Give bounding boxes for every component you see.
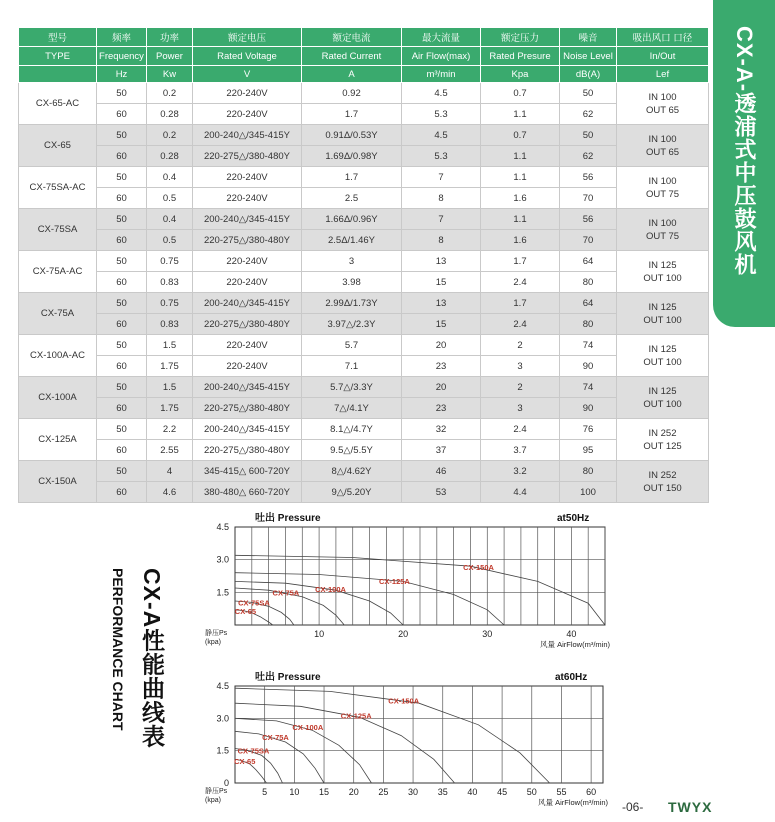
value-cell: 4 bbox=[147, 461, 193, 482]
value-cell: 50 bbox=[97, 461, 147, 482]
page-number: -06- bbox=[622, 800, 644, 814]
value-cell: 220-240V bbox=[193, 104, 302, 125]
inout-cell bbox=[617, 83, 709, 125]
value-cell: 0.2 bbox=[147, 83, 193, 104]
table-row bbox=[19, 398, 709, 419]
y-tick-label: 0 bbox=[223, 778, 229, 788]
value-cell: 220-240V bbox=[193, 83, 302, 104]
value-cell: 345-415△ 600-720Y bbox=[193, 461, 302, 482]
x-tick-label: 5 bbox=[262, 787, 268, 797]
table-row bbox=[19, 167, 709, 188]
value-cell: 64 bbox=[560, 293, 617, 314]
outlet-size: OUT 100 bbox=[643, 356, 682, 368]
value-cell: 8.1△/4.7Y bbox=[302, 419, 402, 440]
value-cell: 3.98 bbox=[302, 272, 402, 293]
table-row bbox=[19, 104, 709, 125]
chart-60hz bbox=[205, 657, 620, 817]
table-row bbox=[19, 188, 709, 209]
value-cell: 2.55 bbox=[147, 440, 193, 461]
header-cell: 型号 bbox=[19, 28, 97, 47]
value-cell: 8△/4.62Y bbox=[302, 461, 402, 482]
value-cell: 8 bbox=[402, 188, 481, 209]
header-row-units bbox=[19, 66, 709, 83]
header-cell: 额定电压 bbox=[193, 28, 302, 47]
table-row bbox=[19, 251, 709, 272]
header-cell: Rated Voltage bbox=[193, 47, 302, 66]
value-cell: 2.4 bbox=[481, 272, 560, 293]
value-cell: 7 bbox=[402, 167, 481, 188]
model-cell: CX-65-AC bbox=[19, 83, 97, 125]
header-cell: 频率 bbox=[97, 28, 147, 47]
header-cell: V bbox=[193, 66, 302, 83]
header-cell: Noise Level bbox=[560, 47, 617, 66]
inout-cell bbox=[617, 461, 709, 503]
outlet-size: OUT 100 bbox=[643, 398, 682, 410]
table-row bbox=[19, 419, 709, 440]
series-label: CX-65 bbox=[234, 756, 256, 766]
inlet-size: IN 252 bbox=[648, 469, 677, 481]
value-cell: 60 bbox=[97, 398, 147, 419]
value-cell: 0.83 bbox=[147, 314, 193, 335]
x-tick-label: 20 bbox=[398, 629, 409, 639]
outlet-size: OUT 100 bbox=[643, 272, 682, 284]
series-label: CX-75SA bbox=[237, 746, 270, 756]
value-cell: 74 bbox=[560, 377, 617, 398]
header-cell: 吸出风口 口径 bbox=[617, 28, 709, 47]
header-cell: Lef bbox=[617, 66, 709, 83]
header-cell: 额定压力 bbox=[481, 28, 560, 47]
chart-50hz-svg bbox=[205, 500, 625, 655]
value-cell: 0.75 bbox=[147, 293, 193, 314]
series-label: CX-100A bbox=[292, 723, 324, 733]
x-tick-label: 35 bbox=[437, 787, 448, 797]
table-row bbox=[19, 209, 709, 230]
value-cell: 23 bbox=[402, 398, 481, 419]
table-body bbox=[19, 83, 709, 503]
value-cell: 220-275△/380-480Y bbox=[193, 440, 302, 461]
outlet-size: OUT 150 bbox=[643, 482, 682, 494]
inlet-size: IN 125 bbox=[648, 343, 677, 355]
header-cell: Power bbox=[147, 47, 193, 66]
inlet-size: IN 125 bbox=[648, 301, 677, 313]
y-axis-label: 静压Ps bbox=[205, 630, 228, 637]
value-cell: 1.6 bbox=[481, 230, 560, 251]
series-label: CX-65 bbox=[234, 607, 257, 617]
inout-cell bbox=[617, 377, 709, 419]
value-cell: 220-240V bbox=[193, 167, 302, 188]
value-cell: 1.1 bbox=[481, 104, 560, 125]
x-axis-label: 风量 AirFlow(m³/min) bbox=[540, 640, 610, 649]
value-cell: 200-240△/345-415Y bbox=[193, 293, 302, 314]
value-cell: 0.2 bbox=[147, 125, 193, 146]
outlet-size: OUT 100 bbox=[643, 314, 682, 326]
value-cell: 220-240V bbox=[193, 356, 302, 377]
header-cell: Kw bbox=[147, 66, 193, 83]
value-cell: 56 bbox=[560, 167, 617, 188]
chart-title: 吐出 Pressure bbox=[255, 672, 321, 683]
value-cell: 8 bbox=[402, 230, 481, 251]
table-row bbox=[19, 83, 709, 104]
value-cell: 60 bbox=[97, 440, 147, 461]
model-cell: CX-125A bbox=[19, 419, 97, 461]
y-tick-label: 3.0 bbox=[216, 713, 229, 724]
value-cell: 60 bbox=[97, 104, 147, 125]
value-cell: 0.5 bbox=[147, 188, 193, 209]
inout-cell bbox=[617, 125, 709, 167]
model-cell: CX-65 bbox=[19, 125, 97, 167]
x-tick-label: 10 bbox=[314, 629, 325, 639]
value-cell: 3.7 bbox=[481, 440, 560, 461]
value-cell: 100 bbox=[560, 482, 617, 503]
chart-50hz bbox=[205, 500, 625, 655]
chart-60hz-svg bbox=[205, 657, 620, 817]
value-cell: 7 bbox=[402, 209, 481, 230]
value-cell: 5.3 bbox=[402, 104, 481, 125]
x-axis-label: 风量 AirFlow(m³/min) bbox=[538, 798, 608, 807]
value-cell: 50 bbox=[97, 419, 147, 440]
value-cell: 220-275△/380-480Y bbox=[193, 314, 302, 335]
y-tick-label: 3.0 bbox=[216, 554, 229, 565]
table-row bbox=[19, 440, 709, 461]
value-cell: 1.7 bbox=[302, 167, 402, 188]
table-row bbox=[19, 293, 709, 314]
value-cell: 62 bbox=[560, 104, 617, 125]
y-axis-label: (kpa) bbox=[205, 639, 221, 646]
value-cell: 80 bbox=[560, 272, 617, 293]
value-cell: 3.97△/2.3Y bbox=[302, 314, 402, 335]
value-cell: 1.66Δ/0.96Y bbox=[302, 209, 402, 230]
value-cell: 3.2 bbox=[481, 461, 560, 482]
inlet-size: IN 100 bbox=[648, 217, 677, 229]
series-label: CX-75SA bbox=[238, 598, 270, 608]
value-cell: 200-240△/345-415Y bbox=[193, 209, 302, 230]
value-cell: 80 bbox=[560, 461, 617, 482]
spec-table bbox=[18, 27, 709, 503]
performance-chart-title-cn: CX-A性能曲线表 bbox=[139, 568, 165, 749]
value-cell: 0.7 bbox=[481, 83, 560, 104]
value-cell: 90 bbox=[560, 356, 617, 377]
x-tick-label: 30 bbox=[482, 629, 493, 639]
value-cell: 60 bbox=[97, 272, 147, 293]
x-tick-label: 50 bbox=[526, 787, 537, 797]
model-cell: CX-75A bbox=[19, 293, 97, 335]
y-tick-label: 4.5 bbox=[216, 681, 229, 691]
y-tick-label: 4.5 bbox=[216, 522, 229, 532]
inout-cell bbox=[617, 251, 709, 293]
header-cell: 额定电流 bbox=[302, 28, 402, 47]
value-cell: 3 bbox=[481, 398, 560, 419]
series-label: CX-75A bbox=[262, 733, 289, 743]
value-cell: 20 bbox=[402, 377, 481, 398]
x-tick-label: 15 bbox=[319, 787, 330, 797]
value-cell: 50 bbox=[97, 125, 147, 146]
y-axis-label: 静压Ps bbox=[205, 788, 228, 795]
value-cell: 0.83 bbox=[147, 272, 193, 293]
header-cell bbox=[19, 66, 97, 83]
inlet-size: IN 125 bbox=[648, 259, 677, 271]
value-cell: 5.3 bbox=[402, 146, 481, 167]
value-cell: 1.1 bbox=[481, 167, 560, 188]
value-cell: 2.99Δ/1.73Y bbox=[302, 293, 402, 314]
value-cell: 2 bbox=[481, 335, 560, 356]
header-cell: In/Out bbox=[617, 47, 709, 66]
series-label: CX-125A bbox=[379, 576, 410, 586]
header-cell: Rated Presure bbox=[481, 47, 560, 66]
value-cell: 62 bbox=[560, 146, 617, 167]
x-tick-label: 20 bbox=[348, 787, 359, 797]
value-cell: 7△/4.1Y bbox=[302, 398, 402, 419]
value-cell: 220-275△/380-480Y bbox=[193, 146, 302, 167]
x-tick-label: 30 bbox=[408, 787, 419, 797]
value-cell: 2.5Δ/1.46Y bbox=[302, 230, 402, 251]
outlet-size: OUT 125 bbox=[643, 440, 682, 452]
value-cell: 220-240V bbox=[193, 188, 302, 209]
inlet-size: IN 100 bbox=[648, 91, 677, 103]
chart-subtitle: at60Hz bbox=[555, 672, 588, 683]
y-tick-label: 1.5 bbox=[216, 745, 229, 756]
value-cell: 220-240V bbox=[193, 251, 302, 272]
value-cell: 37 bbox=[402, 440, 481, 461]
value-cell: 4.4 bbox=[481, 482, 560, 503]
inlet-size: IN 100 bbox=[648, 175, 677, 187]
value-cell: 15 bbox=[402, 272, 481, 293]
value-cell: 5.7 bbox=[302, 335, 402, 356]
value-cell: 1.6 bbox=[481, 188, 560, 209]
value-cell: 4.5 bbox=[402, 83, 481, 104]
value-cell: 50 bbox=[97, 209, 147, 230]
side-tab-title: CX-A-透浦式中压鼓风机 bbox=[732, 26, 757, 277]
series-label: CX-75A bbox=[272, 588, 300, 598]
header-cell: Kpa bbox=[481, 66, 560, 83]
value-cell: 70 bbox=[560, 230, 617, 251]
value-cell: 60 bbox=[97, 482, 147, 503]
chart-subtitle: at50Hz bbox=[557, 513, 590, 524]
y-tick-label: 1.5 bbox=[216, 587, 229, 598]
table-row bbox=[19, 461, 709, 482]
value-cell: 50 bbox=[560, 125, 617, 146]
series-label: CX-125A bbox=[340, 711, 372, 721]
value-cell: 0.7 bbox=[481, 125, 560, 146]
x-tick-label: 25 bbox=[378, 787, 389, 797]
value-cell: 0.91Δ/0.53Y bbox=[302, 125, 402, 146]
model-cell: CX-75SA-AC bbox=[19, 167, 97, 209]
value-cell: 15 bbox=[402, 314, 481, 335]
inout-cell bbox=[617, 209, 709, 251]
value-cell: 1.75 bbox=[147, 356, 193, 377]
value-cell: 50 bbox=[97, 293, 147, 314]
value-cell: 2.4 bbox=[481, 314, 560, 335]
value-cell: 60 bbox=[97, 314, 147, 335]
value-cell: 9△/5.20Y bbox=[302, 482, 402, 503]
performance-chart-title-en: PERFORMANCE CHART bbox=[110, 568, 126, 731]
value-cell: 2.2 bbox=[147, 419, 193, 440]
value-cell: 60 bbox=[97, 188, 147, 209]
header-cell: dB(A) bbox=[560, 66, 617, 83]
value-cell: 0.75 bbox=[147, 251, 193, 272]
model-cell: CX-75A-AC bbox=[19, 251, 97, 293]
value-cell: 1.7 bbox=[481, 251, 560, 272]
value-cell: 70 bbox=[560, 188, 617, 209]
value-cell: 64 bbox=[560, 251, 617, 272]
series-label: CX-100A bbox=[315, 584, 346, 594]
value-cell: 20 bbox=[402, 335, 481, 356]
value-cell: 50 bbox=[97, 83, 147, 104]
x-tick-label: 55 bbox=[556, 787, 567, 797]
value-cell: 200-240△/345-415Y bbox=[193, 377, 302, 398]
inlet-size: IN 252 bbox=[648, 427, 677, 439]
value-cell: 90 bbox=[560, 398, 617, 419]
value-cell: 3 bbox=[302, 251, 402, 272]
value-cell: 60 bbox=[97, 230, 147, 251]
value-cell: 0.28 bbox=[147, 104, 193, 125]
value-cell: 50 bbox=[97, 335, 147, 356]
value-cell: 2.5 bbox=[302, 188, 402, 209]
value-cell: 60 bbox=[97, 146, 147, 167]
header-cell: 功率 bbox=[147, 28, 193, 47]
outlet-size: OUT 75 bbox=[645, 230, 680, 242]
value-cell: 1.5 bbox=[147, 377, 193, 398]
side-tab bbox=[713, 0, 775, 327]
value-cell: 220-240V bbox=[193, 272, 302, 293]
value-cell: 220-275△/380-480Y bbox=[193, 398, 302, 419]
value-cell: 74 bbox=[560, 335, 617, 356]
value-cell: 1.1 bbox=[481, 209, 560, 230]
table-row bbox=[19, 125, 709, 146]
x-tick-label: 40 bbox=[467, 787, 478, 797]
value-cell: 13 bbox=[402, 251, 481, 272]
header-row-en bbox=[19, 47, 709, 66]
inout-cell bbox=[617, 335, 709, 377]
value-cell: 4.6 bbox=[147, 482, 193, 503]
value-cell: 50 bbox=[97, 167, 147, 188]
value-cell: 95 bbox=[560, 440, 617, 461]
value-cell: 2.4 bbox=[481, 419, 560, 440]
table-row bbox=[19, 314, 709, 335]
value-cell: 200-240△/345-415Y bbox=[193, 419, 302, 440]
value-cell: 0.28 bbox=[147, 146, 193, 167]
x-tick-label: 40 bbox=[566, 629, 577, 639]
header-cell: TYPE bbox=[19, 47, 97, 66]
value-cell: 80 bbox=[560, 314, 617, 335]
header-cell: Air Flow(max) bbox=[402, 47, 481, 66]
value-cell: 7.1 bbox=[302, 356, 402, 377]
value-cell: 380-480△ 660-720Y bbox=[193, 482, 302, 503]
value-cell: 5.7△/3.3Y bbox=[302, 377, 402, 398]
value-cell: 50 bbox=[560, 83, 617, 104]
inlet-size: IN 125 bbox=[648, 385, 677, 397]
x-tick-label: 45 bbox=[497, 787, 508, 797]
header-cell: m³/min bbox=[402, 66, 481, 83]
y-axis-label: (kpa) bbox=[205, 797, 221, 804]
header-cell: Rated Current bbox=[302, 47, 402, 66]
inlet-size: IN 100 bbox=[648, 133, 677, 145]
table-row bbox=[19, 272, 709, 293]
table-row bbox=[19, 356, 709, 377]
value-cell: 60 bbox=[97, 356, 147, 377]
value-cell: 1.5 bbox=[147, 335, 193, 356]
value-cell: 0.92 bbox=[302, 83, 402, 104]
series-label: CX-150A bbox=[388, 696, 420, 706]
value-cell: 220-275△/380-480Y bbox=[193, 230, 302, 251]
value-cell: 76 bbox=[560, 419, 617, 440]
brand-logo-text: TWYX bbox=[668, 799, 713, 815]
value-cell: 4.5 bbox=[402, 125, 481, 146]
outlet-size: OUT 65 bbox=[645, 146, 680, 158]
value-cell: 9.5△/5.5Y bbox=[302, 440, 402, 461]
value-cell: 1.69Δ/0.98Y bbox=[302, 146, 402, 167]
value-cell: 0.4 bbox=[147, 209, 193, 230]
value-cell: 0.4 bbox=[147, 167, 193, 188]
inout-cell bbox=[617, 419, 709, 461]
value-cell: 23 bbox=[402, 356, 481, 377]
value-cell: 1.7 bbox=[302, 104, 402, 125]
header-cell: A bbox=[302, 66, 402, 83]
model-cell: CX-150A bbox=[19, 461, 97, 503]
header-cell: 最大流量 bbox=[402, 28, 481, 47]
outlet-size: OUT 75 bbox=[645, 188, 680, 200]
model-cell: CX-100A-AC bbox=[19, 335, 97, 377]
x-tick-label: 60 bbox=[586, 787, 597, 797]
model-cell: CX-75SA bbox=[19, 209, 97, 251]
table-row bbox=[19, 335, 709, 356]
value-cell: 1.7 bbox=[481, 293, 560, 314]
value-cell: 50 bbox=[97, 377, 147, 398]
table-row bbox=[19, 146, 709, 167]
value-cell: 1.1 bbox=[481, 146, 560, 167]
table-row bbox=[19, 230, 709, 251]
value-cell: 2 bbox=[481, 377, 560, 398]
value-cell: 3 bbox=[481, 356, 560, 377]
value-cell: 0.5 bbox=[147, 230, 193, 251]
model-cell: CX-100A bbox=[19, 377, 97, 419]
header-cell: 噪音 bbox=[560, 28, 617, 47]
header-cell: Hz bbox=[97, 66, 147, 83]
chart-title: 吐出 Pressure bbox=[255, 513, 321, 524]
value-cell: 32 bbox=[402, 419, 481, 440]
value-cell: 56 bbox=[560, 209, 617, 230]
table-row bbox=[19, 377, 709, 398]
outlet-size: OUT 65 bbox=[645, 104, 680, 116]
value-cell: 1.75 bbox=[147, 398, 193, 419]
header-cell: Frequency bbox=[97, 47, 147, 66]
value-cell: 50 bbox=[97, 251, 147, 272]
series-label: CX-150A bbox=[463, 562, 494, 572]
inout-cell bbox=[617, 167, 709, 209]
header-row-cn bbox=[19, 28, 709, 47]
value-cell: 220-240V bbox=[193, 335, 302, 356]
inout-cell bbox=[617, 293, 709, 335]
x-tick-label: 10 bbox=[289, 787, 300, 797]
value-cell: 13 bbox=[402, 293, 481, 314]
value-cell: 200-240△/345-415Y bbox=[193, 125, 302, 146]
value-cell: 53 bbox=[402, 482, 481, 503]
value-cell: 46 bbox=[402, 461, 481, 482]
